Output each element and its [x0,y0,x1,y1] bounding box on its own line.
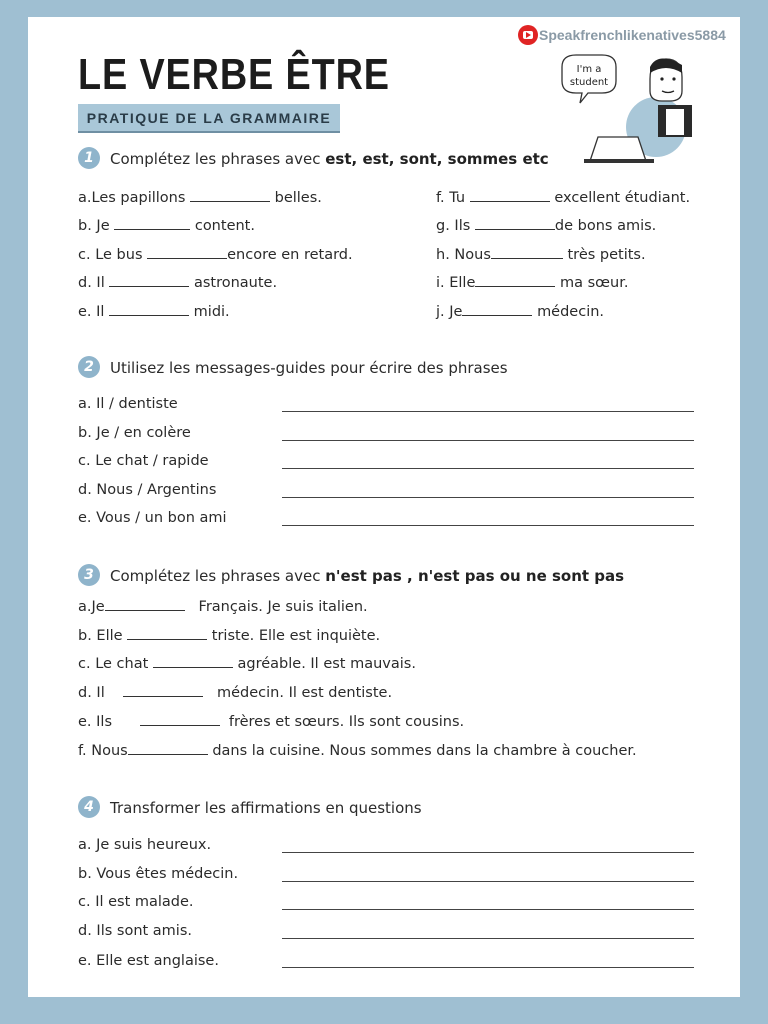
section-3-header [78,563,624,589]
exercise-1c: c. Le bus encore en retard. [78,243,353,267]
youtube-icon [518,25,538,45]
exercise-1b: b. Je content. [78,214,255,238]
answer-line[interactable] [282,468,694,469]
worksheet-page [28,17,740,997]
exercise-3e: e. Ils frères et sœurs. Ils sont cousins. [78,710,464,734]
section-1-header [78,146,549,172]
exercise-4e: e. Elle est anglaise. [78,953,219,969]
section-2-instruction: Utilisez les messages-guides pour écrire des phrases [110,359,508,377]
channel-name: Speakfrenchlikenatives5884 [539,27,726,43]
exercise-2e: e. Vous / un bon ami [78,510,227,526]
exercise-4d: d. Ils sont amis. [78,923,193,939]
exercise-2d: d. Nous / Argentins [78,482,217,498]
exercise-1g: g. Ils de bons amis. [436,214,656,238]
section-number-icon: 4 [78,796,100,818]
answer-line[interactable] [282,938,694,939]
exercise-2b: b. Je / en colère [78,425,191,441]
section-3-hint: n'est pas , n'est pas ou ne sont pas [325,567,625,585]
exercise-3d: d. Il médecin. Il est dentiste. [78,681,392,705]
fill-blank[interactable] [153,653,233,668]
channel-tag [518,25,726,45]
section-number-icon: 1 [78,147,100,169]
fill-blank[interactable] [462,301,532,316]
section-number-icon: 2 [78,356,100,378]
fill-blank[interactable] [475,272,555,287]
answer-line[interactable] [282,909,694,910]
section-4-header [78,795,422,821]
exercise-1j: j. Je médecin. [436,300,604,324]
exercise-3c: c. Le chat agréable. Il est mauvais. [78,652,416,676]
answer-line[interactable] [282,852,694,853]
speech-line-1: I'm a [576,64,602,75]
exercise-2c: c. Le chat / rapide [78,453,209,469]
answer-line[interactable] [282,440,694,441]
fill-blank[interactable] [105,596,185,611]
fill-blank[interactable] [470,187,550,202]
section-number-icon: 3 [78,564,100,586]
fill-blank[interactable] [491,244,563,259]
answer-line[interactable] [282,881,694,882]
exercise-1i: i. Elle ma sœur. [436,271,628,295]
section-2-header [78,355,508,381]
exercise-4b: b. Vous êtes médecin. [78,866,239,882]
fill-blank[interactable] [123,682,203,697]
fill-blank[interactable] [109,301,189,316]
exercise-1e: e. Il midi. [78,300,230,324]
exercise-4c: c. Il est malade. [78,894,194,910]
answer-line[interactable] [282,497,694,498]
answer-line[interactable] [282,411,694,412]
exercise-1h: h. Nous très petits. [436,243,646,267]
exercise-3a: a.Je Français. Je suis italien. [78,595,368,619]
fill-blank[interactable] [147,244,227,259]
exercise-1f: f. Tu excellent étudiant. [436,186,690,210]
student-illustration [558,45,718,165]
exercise-4a: a. Je suis heureux. [78,837,212,853]
exercise-1a: a.Les papillons belles. [78,186,322,210]
exercise-3b: b. Elle triste. Elle est inquiète. [78,624,380,648]
fill-blank[interactable] [109,272,189,287]
speech-line-2: student [569,77,609,88]
page-title: LE VERBE ÊTRE [78,50,390,99]
page-subtitle: PRATIQUE DE LA GRAMMAIRE [78,104,340,133]
fill-blank[interactable] [127,625,207,640]
section-3-instruction: Complétez les phrases avec [110,567,321,585]
exercise-2a: a. Il / dentiste [78,396,178,412]
fill-blank[interactable] [190,187,270,202]
fill-blank[interactable] [475,215,555,230]
fill-blank[interactable] [128,740,208,755]
section-1-hint: est, est, sont, sommes etc [325,150,549,168]
answer-line[interactable] [282,525,694,526]
section-4-instruction: Transformer les affirmations en questions [110,799,422,817]
fill-blank[interactable] [114,215,190,230]
exercise-3f: f. Nous dans la cuisine. Nous sommes dans la chambre à coucher. [78,739,637,763]
section-1-instruction: Complétez les phrases avec [110,150,321,168]
exercise-1d: d. Il astronaute. [78,271,277,295]
answer-line[interactable] [282,967,694,968]
fill-blank[interactable] [140,711,220,726]
